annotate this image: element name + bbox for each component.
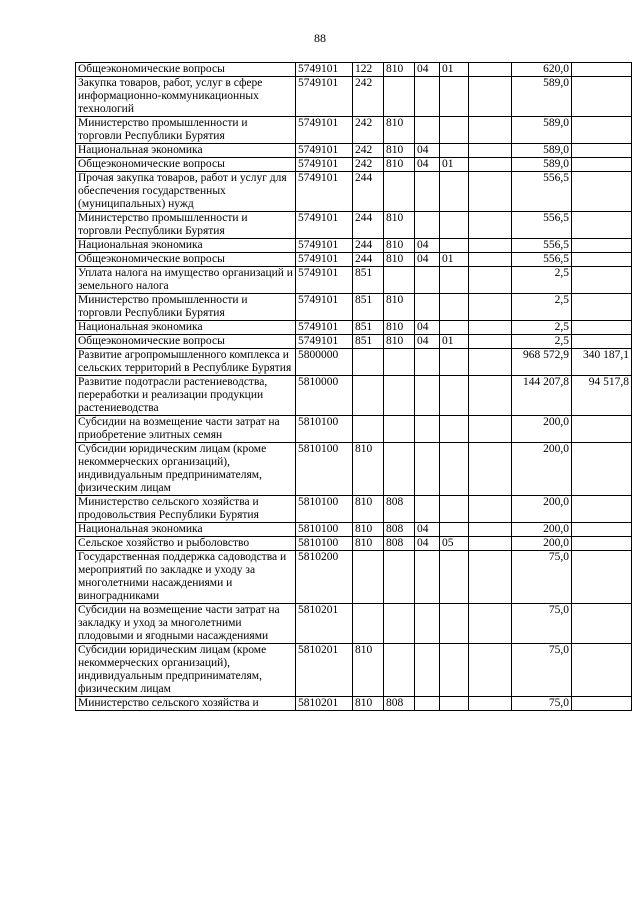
cell-sum2	[572, 253, 632, 267]
cell-name: Национальная экономика	[76, 144, 296, 158]
cell-vr: 244	[353, 212, 384, 239]
cell-pr	[440, 172, 469, 212]
cell-csr: 5810200	[296, 551, 353, 604]
cell-sum2	[572, 172, 632, 212]
cell-sum: 589,0	[512, 158, 572, 172]
cell-empty	[469, 158, 512, 172]
cell-vr: 122	[353, 63, 384, 77]
cell-pr	[440, 239, 469, 253]
cell-ved: 810	[384, 335, 415, 349]
table-row	[76, 697, 632, 711]
cell-name: Уплата налога на имущество организаций и земельного налога	[76, 267, 296, 294]
cell-name: Сельское хозяйство и рыболовство	[76, 537, 296, 551]
cell-rz	[415, 416, 440, 443]
cell-csr: 5749101	[296, 267, 353, 294]
cell-sum2	[572, 321, 632, 335]
cell-vr: 851	[353, 294, 384, 321]
table-row	[76, 158, 632, 172]
cell-vr: 242	[353, 144, 384, 158]
cell-vr: 242	[353, 117, 384, 144]
cell-rz	[415, 697, 440, 711]
cell-empty	[469, 144, 512, 158]
cell-vr	[353, 416, 384, 443]
table-row	[76, 416, 632, 443]
cell-empty	[469, 321, 512, 335]
cell-vr	[353, 349, 384, 376]
cell-ved: 808	[384, 537, 415, 551]
cell-csr: 5749101	[296, 117, 353, 144]
cell-name: Министерство промышленности и торговли Республики Бурятия	[76, 117, 296, 144]
cell-csr: 5810100	[296, 416, 353, 443]
cell-csr: 5810100	[296, 443, 353, 496]
cell-sum: 2,5	[512, 267, 572, 294]
cell-sum2: 94 517,8	[572, 376, 632, 416]
cell-sum: 620,0	[512, 63, 572, 77]
cell-name: Национальная экономика	[76, 239, 296, 253]
cell-pr	[440, 416, 469, 443]
cell-empty	[469, 416, 512, 443]
cell-name: Субсидии на возмещение части затрат на закладку и уход за многолетними плодовыми и ягодными насаждениями	[76, 604, 296, 644]
cell-sum2	[572, 604, 632, 644]
cell-sum2: 340 187,1	[572, 349, 632, 376]
cell-rz	[415, 172, 440, 212]
cell-sum: 2,5	[512, 321, 572, 335]
cell-csr: 5749101	[296, 63, 353, 77]
table-row	[76, 294, 632, 321]
cell-name: Национальная экономика	[76, 321, 296, 335]
cell-empty	[469, 77, 512, 117]
cell-ved: 808	[384, 697, 415, 711]
cell-empty	[469, 443, 512, 496]
cell-vr: 244	[353, 172, 384, 212]
cell-vr: 851	[353, 321, 384, 335]
cell-sum2	[572, 523, 632, 537]
cell-ved	[384, 644, 415, 697]
cell-empty	[469, 537, 512, 551]
cell-ved	[384, 443, 415, 496]
cell-vr: 810	[353, 644, 384, 697]
cell-sum2	[572, 144, 632, 158]
cell-csr: 5749101	[296, 172, 353, 212]
cell-rz: 04	[415, 321, 440, 335]
cell-csr: 5749101	[296, 239, 353, 253]
table-row	[76, 267, 632, 294]
cell-pr	[440, 697, 469, 711]
page-number: 88	[314, 31, 326, 45]
cell-csr: 5810201	[296, 697, 353, 711]
table-row	[76, 212, 632, 239]
cell-empty	[469, 239, 512, 253]
cell-csr: 5810100	[296, 523, 353, 537]
cell-vr: 810	[353, 537, 384, 551]
cell-vr: 810	[353, 523, 384, 537]
cell-vr: 810	[353, 697, 384, 711]
table-row	[76, 117, 632, 144]
cell-csr: 5749101	[296, 158, 353, 172]
cell-csr: 5749101	[296, 335, 353, 349]
cell-pr	[440, 604, 469, 644]
cell-sum2	[572, 697, 632, 711]
cell-sum2	[572, 496, 632, 523]
table-row	[76, 239, 632, 253]
cell-pr	[440, 349, 469, 376]
cell-pr	[440, 294, 469, 321]
cell-name: Министерство сельского хозяйства и	[76, 697, 296, 711]
cell-rz	[415, 551, 440, 604]
cell-empty	[469, 267, 512, 294]
cell-sum: 556,5	[512, 239, 572, 253]
cell-rz	[415, 294, 440, 321]
cell-rz	[415, 443, 440, 496]
cell-name: Прочая закупка товаров, работ и услуг для обеспечения государственных (муниципальных) нужд	[76, 172, 296, 212]
cell-vr: 810	[353, 496, 384, 523]
cell-empty	[469, 697, 512, 711]
cell-sum2	[572, 644, 632, 697]
cell-sum: 200,0	[512, 496, 572, 523]
cell-pr	[440, 77, 469, 117]
cell-name: Закупка товаров, работ, услуг в сфере информационно-коммуникационных технологий	[76, 77, 296, 117]
table-row	[76, 321, 632, 335]
cell-csr: 5810201	[296, 604, 353, 644]
cell-name: Развитие агропромышленного комплекса и сельских территорий в Республике Бурятия	[76, 349, 296, 376]
budget-table	[75, 62, 632, 711]
cell-pr	[440, 117, 469, 144]
cell-empty	[469, 117, 512, 144]
table-row	[76, 537, 632, 551]
cell-name: Общеэкономические вопросы	[76, 158, 296, 172]
cell-csr: 5800000	[296, 349, 353, 376]
cell-ved: 810	[384, 253, 415, 267]
table-row	[76, 523, 632, 537]
table-row	[76, 144, 632, 158]
cell-sum: 968 572,9	[512, 349, 572, 376]
cell-empty	[469, 212, 512, 239]
cell-rz: 04	[415, 144, 440, 158]
cell-rz: 04	[415, 523, 440, 537]
cell-ved: 810	[384, 294, 415, 321]
cell-pr	[440, 551, 469, 604]
table-row	[76, 604, 632, 644]
cell-empty	[469, 172, 512, 212]
cell-sum2	[572, 63, 632, 77]
table-row	[76, 376, 632, 416]
cell-pr	[440, 321, 469, 335]
cell-empty	[469, 644, 512, 697]
cell-sum: 589,0	[512, 117, 572, 144]
table-row	[76, 443, 632, 496]
cell-csr: 5749101	[296, 144, 353, 158]
cell-empty	[469, 335, 512, 349]
cell-sum: 2,5	[512, 335, 572, 349]
cell-name: Общеэкономические вопросы	[76, 253, 296, 267]
cell-empty	[469, 294, 512, 321]
cell-rz: 04	[415, 63, 440, 77]
cell-sum: 75,0	[512, 644, 572, 697]
cell-sum: 75,0	[512, 551, 572, 604]
cell-csr: 5749101	[296, 77, 353, 117]
cell-rz	[415, 644, 440, 697]
table-row	[76, 172, 632, 212]
cell-sum2	[572, 239, 632, 253]
cell-vr: 851	[353, 335, 384, 349]
table-row	[76, 644, 632, 697]
cell-ved: 810	[384, 239, 415, 253]
cell-sum2	[572, 77, 632, 117]
cell-pr	[440, 443, 469, 496]
cell-name: Развитие подотрасли растениеводства, переработки и реализации продукции растениеводства	[76, 376, 296, 416]
table-row	[76, 496, 632, 523]
cell-sum2	[572, 158, 632, 172]
cell-vr: 242	[353, 158, 384, 172]
cell-pr	[440, 644, 469, 697]
cell-sum: 2,5	[512, 294, 572, 321]
cell-sum: 589,0	[512, 77, 572, 117]
cell-vr	[353, 376, 384, 416]
cell-pr	[440, 212, 469, 239]
cell-rz	[415, 496, 440, 523]
cell-pr: 01	[440, 63, 469, 77]
cell-vr	[353, 551, 384, 604]
cell-vr: 851	[353, 267, 384, 294]
cell-rz: 04	[415, 537, 440, 551]
cell-sum: 556,5	[512, 253, 572, 267]
cell-sum2	[572, 267, 632, 294]
cell-pr	[440, 376, 469, 416]
cell-csr: 5749101	[296, 321, 353, 335]
cell-sum2	[572, 335, 632, 349]
cell-rz	[415, 117, 440, 144]
cell-empty	[469, 253, 512, 267]
cell-rz: 04	[415, 239, 440, 253]
cell-empty	[469, 523, 512, 537]
cell-sum: 75,0	[512, 604, 572, 644]
cell-rz: 04	[415, 335, 440, 349]
cell-rz	[415, 212, 440, 239]
table-row	[76, 349, 632, 376]
cell-sum: 556,5	[512, 172, 572, 212]
cell-csr: 5749101	[296, 294, 353, 321]
cell-ved	[384, 349, 415, 376]
cell-ved: 810	[384, 63, 415, 77]
cell-pr	[440, 267, 469, 294]
cell-name: Министерство промышленности и торговли Республики Бурятия	[76, 212, 296, 239]
cell-pr: 01	[440, 335, 469, 349]
cell-ved: 808	[384, 496, 415, 523]
cell-ved: 810	[384, 117, 415, 144]
cell-csr: 5810000	[296, 376, 353, 416]
cell-rz: 04	[415, 253, 440, 267]
table-row	[76, 77, 632, 117]
cell-sum: 144 207,8	[512, 376, 572, 416]
cell-ved	[384, 376, 415, 416]
cell-name: Общеэкономические вопросы	[76, 335, 296, 349]
cell-empty	[469, 349, 512, 376]
cell-empty	[469, 604, 512, 644]
cell-vr: 244	[353, 239, 384, 253]
cell-rz: 04	[415, 158, 440, 172]
table-row	[76, 335, 632, 349]
cell-sum2	[572, 551, 632, 604]
cell-csr: 5810201	[296, 644, 353, 697]
cell-pr: 05	[440, 537, 469, 551]
cell-ved: 810	[384, 158, 415, 172]
cell-name: Государственная поддержка садоводства и мероприятий по закладке и уходу за многолетними насаждениями и виноградниками	[76, 551, 296, 604]
cell-sum: 200,0	[512, 537, 572, 551]
table-row	[76, 63, 632, 77]
cell-pr	[440, 144, 469, 158]
cell-ved	[384, 416, 415, 443]
cell-pr: 01	[440, 253, 469, 267]
cell-sum2	[572, 212, 632, 239]
cell-pr	[440, 496, 469, 523]
table-row	[76, 551, 632, 604]
cell-csr: 5810100	[296, 496, 353, 523]
cell-sum2	[572, 294, 632, 321]
cell-ved	[384, 551, 415, 604]
cell-name: Субсидии юридическим лицам (кроме некоммерческих организаций), индивидуальным предпринимателям, физическим лицам	[76, 443, 296, 496]
cell-csr: 5810100	[296, 537, 353, 551]
cell-ved	[384, 172, 415, 212]
cell-name: Министерство промышленности и торговли Республики Бурятия	[76, 294, 296, 321]
cell-vr: 810	[353, 443, 384, 496]
cell-sum2	[572, 117, 632, 144]
cell-rz	[415, 77, 440, 117]
cell-ved: 810	[384, 144, 415, 158]
cell-csr: 5749101	[296, 253, 353, 267]
cell-ved: 808	[384, 523, 415, 537]
cell-vr: 244	[353, 253, 384, 267]
cell-rz	[415, 376, 440, 416]
cell-csr: 5749101	[296, 212, 353, 239]
cell-sum: 200,0	[512, 523, 572, 537]
cell-empty	[469, 63, 512, 77]
cell-empty	[469, 551, 512, 604]
cell-name: Общеэкономические вопросы	[76, 63, 296, 77]
cell-name: Субсидии юридическим лицам (кроме некоммерческих организаций), индивидуальным предпринимателям, физическим лицам	[76, 644, 296, 697]
cell-sum: 75,0	[512, 697, 572, 711]
cell-empty	[469, 376, 512, 416]
cell-ved: 810	[384, 321, 415, 335]
cell-sum: 589,0	[512, 144, 572, 158]
cell-sum: 556,5	[512, 212, 572, 239]
table-row	[76, 253, 632, 267]
cell-sum2	[572, 416, 632, 443]
cell-rz	[415, 604, 440, 644]
cell-sum2	[572, 443, 632, 496]
cell-ved	[384, 604, 415, 644]
cell-name: Субсидии на возмещение части затрат на приобретение элитных семян	[76, 416, 296, 443]
cell-pr	[440, 523, 469, 537]
cell-vr	[353, 604, 384, 644]
cell-rz	[415, 267, 440, 294]
cell-sum2	[572, 537, 632, 551]
cell-ved	[384, 77, 415, 117]
cell-sum: 200,0	[512, 443, 572, 496]
cell-vr: 242	[353, 77, 384, 117]
cell-rz	[415, 349, 440, 376]
cell-name: Министерство сельского хозяйства и продовольствия Республики Бурятия	[76, 496, 296, 523]
cell-ved: 810	[384, 212, 415, 239]
cell-pr: 01	[440, 158, 469, 172]
budget-table-body	[76, 63, 632, 711]
cell-sum: 200,0	[512, 416, 572, 443]
cell-empty	[469, 496, 512, 523]
cell-name: Национальная экономика	[76, 523, 296, 537]
cell-ved	[384, 267, 415, 294]
